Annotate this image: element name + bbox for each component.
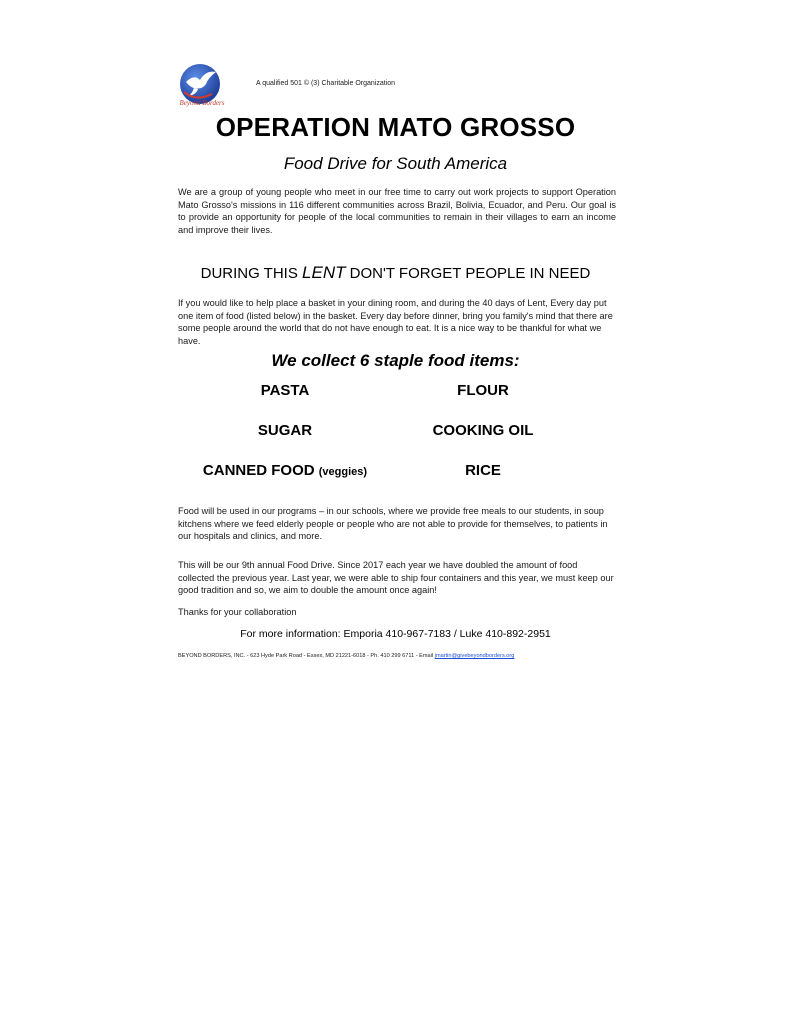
food-item-canned-food [190, 462, 380, 479]
food-item-rice: RICE [465, 462, 501, 479]
lent-paragraph: If you would like to help place a basket in your dining room, and during the 40 days of Lent, Every day put one item of food (listed below) in the basket. Every day before dinner, bring you family's mind that there are some people around the world that do not have enough to eat. It is a nice way to be thankful for what we have. [178, 298, 613, 346]
footer-address-text: BEYOND BORDERS, INC. - 623 Hyde Park Road - Essex, MD 21221-6018 - Ph. 410 299 6711 - Email [178, 653, 435, 659]
thanks-line: Thanks for your collaboration [178, 607, 297, 617]
food-item-pasta: PASTA [260, 382, 310, 399]
page-subtitle: Food Drive for South America [283, 154, 508, 173]
canned-food-label: CANNED FOOD [202, 462, 315, 479]
footer-address [178, 653, 514, 659]
food-item-cooking-oil: COOKING OIL [432, 422, 534, 439]
lent-heading-before: DURING THIS [200, 265, 303, 282]
lent-emphasis: LENT [302, 263, 346, 282]
lent-heading [0, 263, 791, 283]
annual-paragraph: This will be our 9th annual Food Drive. Since 2017 each year we have doubled the amount of food collected the previous year. Last year, we were able to ship four containers and this year, we must keep our good tradition and so, we aim to double the amount once again! [178, 560, 614, 596]
logo-caption: Beyond Borders [179, 99, 225, 107]
page-title: OPERATION MATO GROSSO [215, 112, 576, 142]
charity-status-line: A qualified 501 © (3) Charitable Organization [256, 80, 396, 87]
usage-paragraph: Food will be used in our programs – in our schools, where we provide free meals to our students, in soup kitchens where we feed elderly people or people who are not able to provide for themselves, to patients in our hospitals and clinics, and more. [178, 506, 608, 542]
collect-heading: We collect 6 staple food items: [271, 351, 520, 370]
canned-food-note: (veggies) [318, 466, 368, 478]
contact-info: For more information: Emporia 410-967-7183 / Luke 410-892-2951 [240, 628, 551, 640]
footer-email-link[interactable]: jmartin@givebeyondborders.org [434, 653, 515, 659]
intro-paragraph: We are a group of young people who meet in our free time to carry out work projects to support Operation Mato Grosso's missions in 116 different communities across Brazil, Bolivia, Ecuador, and Peru. Our goal is to provide an opportunity for people of the local communities to remain in their villages to earn an income and improve their lives. [178, 187, 616, 235]
food-item-sugar: SUGAR [257, 422, 313, 439]
lent-heading-after: DON'T FORGET PEOPLE IN NEED [345, 265, 591, 282]
food-item-flour: FLOUR [457, 382, 509, 399]
